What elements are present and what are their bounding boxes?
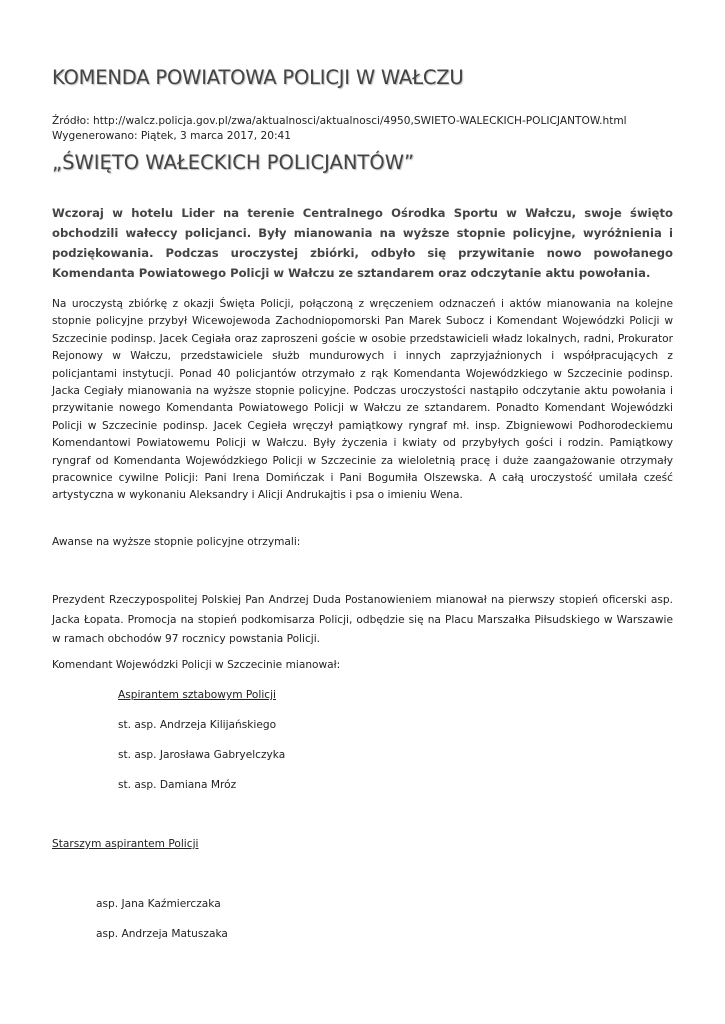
- rank-heading-starszy: Starszym aspirantem Policji: [52, 838, 199, 850]
- list-item: st. asp. Damiana Mróz: [118, 779, 237, 791]
- article-body: Na uroczystą zbiórkę z okazji Święta Policji, połączoną z wręczeniem odznaczeń i aktów mianowania na kolejne stopnie policyjne przybył Wicewojewoda Zachodniopomorski Pan Marek Subocz i Komendant Wojewódzki Policji w Szczecinie podinsp. Jacek Cegiała oraz zaproszeni goście w osobie przedstawicieli władz lokalnych, radni, Prokurator Rejonowy w Wałczu, przedstawiciele służb mundurowych i innych zaprzyjaźnionych i współpracujących z policjantami instytucji. Ponad 40 policjantów otrzymało z rąk Komendanta Wojewódzkiego w Szczecinie podinsp. Jacka Cegiały mianowania na wyższe stopnie policyjne. Podczas uroczystości nastąpiło odczytanie aktu powołania i przywitanie nowego Komendanta Powiatowego Policji w Wałczu ze sztandarem. Ponadto Komendant Wojewódzki Policji w Szczecinie podinsp. Jacek Cegieła wręczył pamiątkowy ryngraf mł. insp. Zbigniewowi Podhorodeckiemu Komendantowi Powiatowemu Policji w Wałczu. Były życzenia i kwiaty od przybyłych gości i rodzin. Pamiątkowy ryngraf od Komendanta Wojewódzkiego Policji w Szczecinie za wieloletnią pracę i duże zaangażowanie otrzymały pracownice cywilne Policji: Pani Irena Domińczak i Pani Bogumiła Olszewska. A całą uroczystość umilała cześć artystyczna w wykonaniu Aleksandry i Alicji Andrukajtis i psa o imieniu Wena.: [52, 298, 673, 502]
- awards-intro: Awanse na wyższe stopnie policyjne otrzymali:: [52, 536, 301, 548]
- president-paragraph: Prezydent Rzeczypospolitej Polskiej Pan Andrzej Duda Postanowieniem mianował na pierwszy stopień oficerski asp. Jacka Łopata. Promocja na stopień podkomisarza Policji, odbędzie się na Placu Marszałka Piłsudskiego w Warszawie w ramach obchodów 97 rocznicy powstania Policji.: [52, 594, 673, 645]
- list-item: st. asp. Jarosława Gabryelczyka: [118, 749, 286, 761]
- rank-heading-sztabowy: Aspirantem sztabowym Policji: [118, 689, 276, 701]
- source-line: Źródło: http://walcz.policja.gov.pl/zwa/aktualnosci/aktualnosci/4950,SWIETO-WALECKICH-POLICJANTOW.html: [52, 115, 627, 127]
- commander-line: Komendant Wojewódzki Policji w Szczecinie mianował:: [52, 659, 341, 671]
- list-item: asp. Jana Kaźmierczaka: [96, 898, 221, 910]
- organization-title: KOMENDA POWIATOWA POLICJI W WAŁCZU: [52, 66, 464, 89]
- list-item: asp. Andrzeja Matuszaka: [96, 928, 228, 940]
- article-lead: Wczoraj w hotelu Lider na terenie Centralnego Ośrodka Sportu w Wałczu, swoje święto obchodzili wałeccy policjanci. Były mianowania na wyższe stopnie policyjne, wyróżnienia i podziękowania. Podczas uroczystej zbiórki, odbyło się przywitanie nowo powołanego Komendanta Powiatowego Policji w Wałczu ze sztandarem oraz odczytanie aktu powołania.: [52, 206, 673, 280]
- document-meta: [52, 114, 627, 144]
- article-title: „ŚWIĘTO WAŁECKICH POLICJANTÓW”: [52, 151, 415, 174]
- generated-line: Wygenerowano: Piątek, 3 marca 2017, 20:41: [52, 130, 292, 142]
- list-item: st. asp. Andrzeja Kilijańskiego: [118, 719, 277, 731]
